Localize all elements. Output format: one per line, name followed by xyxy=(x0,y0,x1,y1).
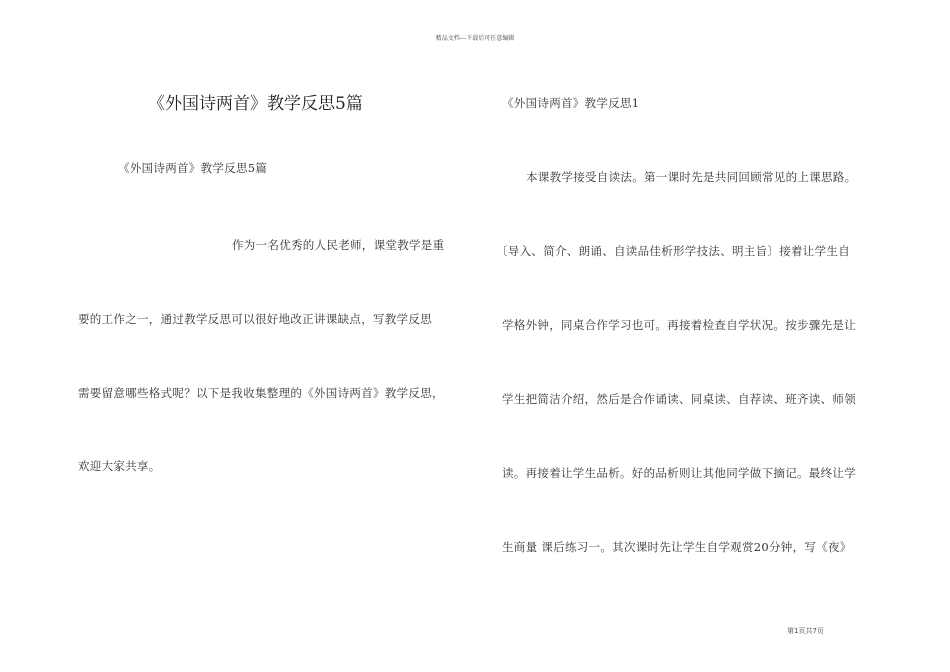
right-paragraph-line: 学格外钟，同桌合作学习也可。再接着检查自学状况。按步骤先是让 xyxy=(502,318,856,332)
page-number: 第1页共7页 xyxy=(787,627,824,635)
left-paragraph-line: 需要留意哪些格式呢？以下是我收集整理的《外国诗两首》教学反思， xyxy=(78,386,444,400)
right-paragraph-line: 生商量 课后练习一。其次课时先让学生自学观赏20分钟，写《夜》 xyxy=(502,540,852,554)
left-paragraph-line: 要的工作之一，通过教学反思可以很好地改正讲课缺点，写教学反思 xyxy=(78,312,432,326)
section-heading: 《外国诗两首》教学反思1 xyxy=(502,96,640,110)
left-paragraph-line: 欢迎大家共享。 xyxy=(78,459,161,473)
right-paragraph-line: 本课教学接受自读法。第一课时先是共同回顾常见的上课思路。 xyxy=(526,170,857,184)
left-paragraph-line: 作为一名优秀的人民老师，课堂教学是重 xyxy=(232,238,445,252)
right-paragraph-line: 〔导入、简介、朗诵、自读品佳析形学技法、明主旨〕接着让学生自 xyxy=(496,244,850,258)
document-subtitle: 《外国诗两首》教学反思5篇 xyxy=(118,161,268,175)
right-paragraph-line: 读。再接着让学生品析。好的品析则让其他同学做下摘记。最终让学 xyxy=(502,466,856,480)
document-title: 《外国诗两首》教学反思5篇 xyxy=(148,94,363,114)
header-note: 精品文档---下载后可任意编辑 xyxy=(435,35,515,42)
right-paragraph-line: 学生把简洁介绍，然后是合作诵读、同桌读、自荐读、班齐读、师领 xyxy=(502,392,856,406)
